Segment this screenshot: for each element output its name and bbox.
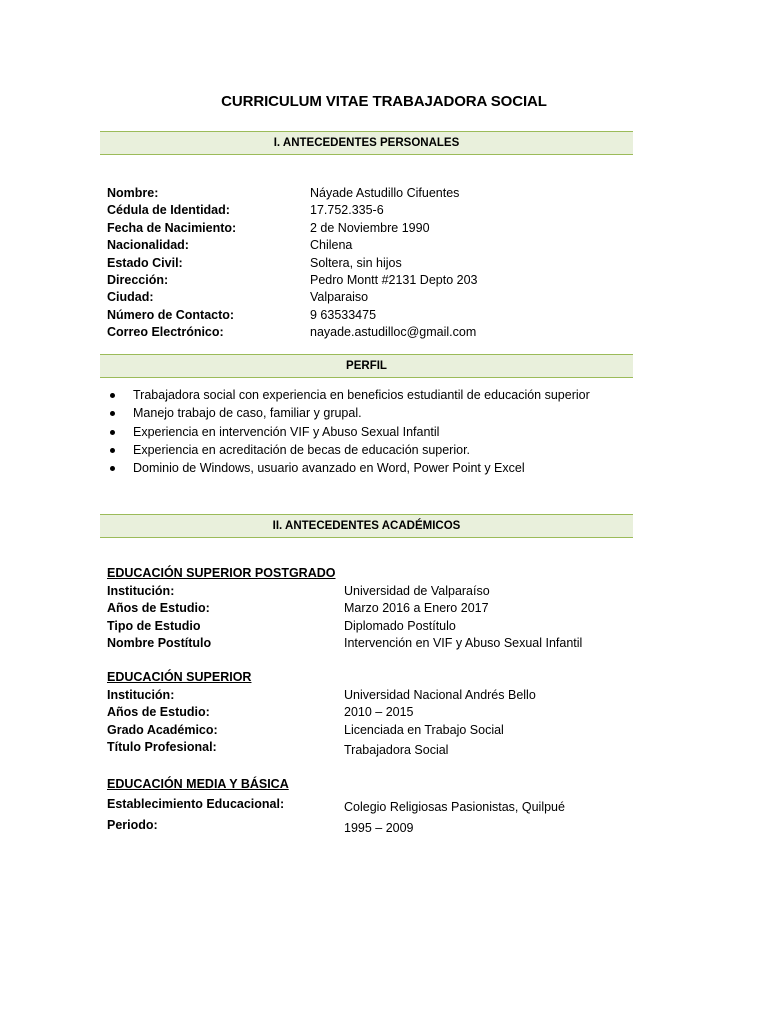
field-value: 2010 – 2015	[344, 705, 414, 720]
field-label: Número de Contacto:	[107, 307, 235, 322]
field-label: Institución:	[107, 584, 175, 598]
field-value: Colegio Religiosas Pasionistas, Quilpué	[344, 800, 565, 814]
profile-bullet-item	[107, 404, 590, 422]
section-header-academic: II. ANTECEDENTES ACADÉMICOS	[100, 514, 633, 538]
field-label: Nombre Postítulo	[107, 636, 212, 651]
field-value: nayade.astudilloc@gmail.com	[310, 325, 477, 340]
field-value: Valparaiso	[310, 290, 369, 305]
field-value: Universidad de Valparaíso	[344, 584, 490, 598]
field-value: Chilena	[310, 238, 353, 253]
profile-bullet-item	[107, 386, 590, 404]
field-label: Años de Estudio:	[107, 705, 210, 720]
field-value: Marzo 2016 a Enero 2017	[344, 601, 489, 616]
field-value: Trabajadora Social	[344, 743, 449, 758]
profile-bullet-list	[107, 386, 590, 477]
field-value: Diplomado Postítulo	[344, 618, 456, 633]
field-label: Grado Académico:	[107, 722, 218, 737]
field-label: Nacionalidad:	[107, 238, 189, 253]
field-value: Intervención en VIF y Abuso Sexual Infantil	[344, 636, 583, 651]
bullet-icon	[110, 448, 115, 453]
profile-bullet-item	[107, 441, 590, 459]
subsection-heading-higher-education: EDUCACIÓN SUPERIOR	[107, 670, 252, 684]
field-value: Licenciada en Trabajo Social	[344, 722, 504, 737]
field-value: Universidad Nacional Andrés Bello	[344, 688, 536, 702]
bullet-text: Experiencia en acreditación de becas de educación superior.	[133, 442, 471, 457]
field-value: Náyade Astudillo Cifuentes	[310, 186, 460, 200]
field-label: Ciudad:	[107, 290, 154, 305]
field-label: Dirección:	[107, 272, 169, 287]
bullet-text: Trabajadora social con experiencia en beneficios estudiantil de educación superior	[133, 388, 590, 402]
profile-bullet-item	[107, 423, 590, 441]
field-label: Estado Civil:	[107, 255, 183, 270]
field-value: 9 63533475	[310, 307, 377, 322]
document-title: CURRICULUM VITAE TRABAJADORA SOCIAL	[221, 93, 547, 110]
bullet-icon	[110, 393, 115, 398]
field-label: Años de Estudio:	[107, 601, 210, 616]
field-label: Fecha de Nacimiento:	[107, 220, 237, 235]
bullet-text: Manejo trabajo de caso, familiar y grupal.	[133, 406, 362, 421]
bullet-icon	[110, 466, 115, 471]
field-label: Periodo:	[107, 818, 158, 832]
bullet-icon	[110, 411, 115, 416]
field-label: Nombre:	[107, 186, 159, 200]
field-value: 17.752.335-6	[310, 203, 384, 218]
subsection-heading-secondary-education: EDUCACIÓN MEDIA Y BÁSICA	[107, 777, 289, 791]
subsection-heading-postgraduate: EDUCACIÓN SUPERIOR POSTGRADO	[107, 566, 336, 580]
field-label: Institución:	[107, 688, 175, 702]
section-header-personal: I. ANTECEDENTES PERSONALES	[100, 131, 633, 155]
field-label: Tipo de Estudio	[107, 618, 201, 633]
profile-bullet-item	[107, 459, 590, 477]
field-label: Correo Electrónico:	[107, 325, 224, 340]
field-label: Establecimiento Educacional:	[107, 797, 285, 811]
field-label: Título Profesional:	[107, 740, 217, 755]
bullet-icon	[110, 430, 115, 435]
bullet-text: Experiencia en intervención VIF y Abuso Sexual Infantil	[133, 424, 440, 439]
field-label: Cédula de Identidad:	[107, 203, 230, 218]
section-header-profile: PERFIL	[100, 354, 633, 378]
field-value: Pedro Montt #2131 Depto 203	[310, 272, 478, 287]
field-value: 1995 – 2009	[344, 821, 414, 835]
field-value: 2 de Noviembre 1990	[310, 220, 430, 235]
field-value: Soltera, sin hijos	[310, 255, 402, 270]
bullet-text: Dominio de Windows, usuario avanzado en Word, Power Point y Excel	[133, 461, 525, 476]
